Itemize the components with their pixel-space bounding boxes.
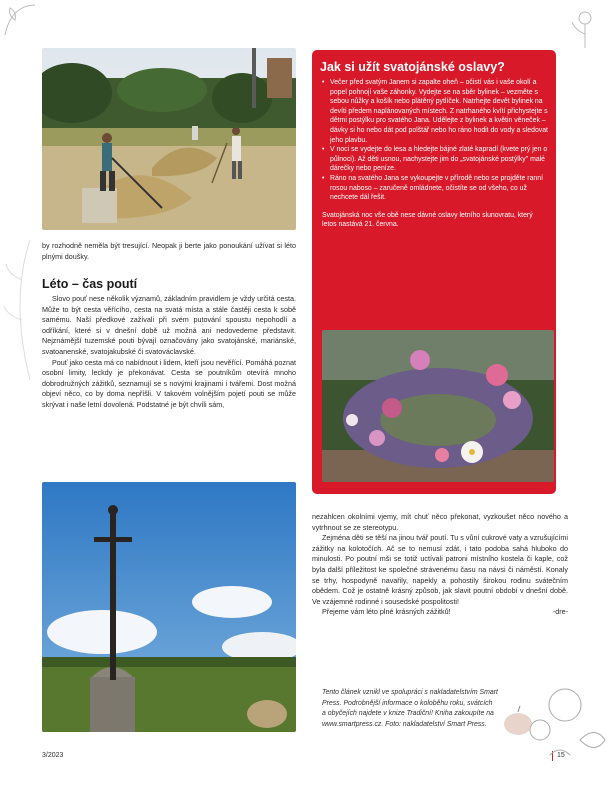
- continued-paragraph-1: nezahlcen okolními vjemy, mít chuť něco překonat, vyzkoušet něco nového a vytrhnout se ze stereotypu.: [312, 512, 568, 532]
- section-body: [42, 294, 296, 411]
- page-number: 15: [557, 752, 565, 759]
- box-item-text: Večer před svatým Janem si zapalte oheň – očistí vás i vaše okolí a popel pohnojí vaše záhonky. Vydejte se na sběr bylinek – vezměte s sebou nůžky a košík nebo plátěný pytlíček. Natrhejte devět bylinek na devíti předem naplánovaných místech. Z natrhaného kvítí přichystejte s dětmi postýlku pro svatého Jana. Udělejte z bylinek a květin věneček – dávky si ho nebo dát pod polštář nebo ho ráno hodit do vody a sledovat jeho plavbu.: [330, 79, 548, 144]
- branch-doodle-icon: [0, 240, 40, 380]
- stone-cross-photo: [42, 482, 296, 732]
- credits: Tento článek vznikl ve spolupráci s nakladatelstvím Smart Press. Podrobnější informace o koloběhu roku, svátcích a obyčejích najdete v knize Tradiční! Kniha zakoupíte na www.smartpress.cz. Foto: nakladatelství Smart Press.: [322, 689, 498, 728]
- box-footer: Svatojánská noc vše obě nese dávné oslavy letního slunovratu, který letos nastává 21. června.: [322, 211, 533, 229]
- box-item: • Ráno na svatého Jana se vykoupejte v přírodě nebo se projděte ranní rosou naboso – zaručeně omládnete, očistíte se od všeho, co už nechcete dál řešit.: [322, 174, 548, 203]
- wreath-photo: [322, 330, 554, 482]
- issue-number: 3/2023: [42, 752, 64, 759]
- box-item-text: V noci se vydejte do lesa a hledejte bájné zlaté kapradí (kvete prý jen o půlnoci). Až děti usnou, nachystejte jim do „svatojánské postýlky" malé dárečky nebo peníze.: [330, 146, 548, 173]
- stone-cross-image: [42, 482, 296, 732]
- box-item-text: Ráno na svatého Jana se vykoupejte v přírodě nebo se projděte ranní rosou naboso – zaručeně omládnete, očistíte se od všeho, co už nechcete dál řešit.: [330, 174, 543, 202]
- flower-wreath-image: [322, 330, 554, 482]
- flower-doodle-icon: [560, 0, 610, 50]
- red-tips-box: [312, 50, 556, 494]
- hay-field-photo: [42, 48, 296, 230]
- continued-body: [312, 512, 568, 618]
- box-title: Jak si užít svatojánské oslavy?: [320, 60, 505, 74]
- closing-line: [312, 607, 568, 618]
- box-item: • V noci se vydejte do lesa a hledejte bájné zlaté kapradí (kvete prý jen o půlnoci). Až děti usnou, nachystejte jim do „svatojánské postýlky" malé dárečky nebo peníze.: [322, 146, 548, 173]
- pumpkin-doodle-icon: [498, 700, 538, 740]
- section-paragraph-2: Pouť jako cesta má co nabídnout i lidem, kteří jsou nevěřící. Pomáhá poznat osobní limity, leckdy je překonávat. Cesta se poutníkům otevírá mnoho dobrodružných zážitků, seznamují se s novými krajinami i tvářemi. Dost možná objeví něco, co by doma nepříšli. V takovém volnějším pojetí pouti se může skrývat i naše letní dovolená. Podstatné je být chvíli sám,: [42, 357, 296, 409]
- left-top-text: by rozhodně neměla být tresující. Neopak ji berte jako ponoukání užívat si léto plnými doušky.: [42, 241, 296, 261]
- leaf-doodle-icon: [0, 0, 40, 40]
- section-title: Léto – čas poutí: [42, 277, 138, 291]
- closing-wish: Přejeme vám léto plné krásných zážitků!: [322, 607, 451, 617]
- continued-paragraph-2: Zejména děti se těší na jinou tvář poutí. Tu s vůní cukrové vaty a vzrušujícími zážitky na kolotočích. Ač se to nemusí zdát, i tato podoba sahá hluboko do minulosti. Po poutní mši se totiž uctívali patroni místního kostela či kaple, což byla další příležitost ke společné strávenému času na návsi či náměstí. Konaly se trhy, hospodyně navařily, napekly a pohostily širokou rodinu svátečním obědem. Což je ostatně krásný způsob, jak slavit poutní období v dnešní době. Ve vzájemné rodinné i sousedské pospolitosti!: [312, 533, 568, 606]
- hay-field-image: [42, 48, 296, 230]
- box-item: • Večer před svatým Janem si zapalte oheň – očistí vás i vaše okolí a popel pohnojí vaše záhonky. Vydejte se na sběr bylinek – vezměte s sebou nůžky a košík nebo plátěný pytlíček. Natrhejte devět bylinek na devíti předem naplánovaných místech. Z natrhaného kvítí přichystejte s dětmi postýlku pro svatého Jana. Udělejte z bylinek a květin věneček – dávky si ho nebo dát pod polštář nebo ho ráno hodit do vody a sledovat jeho plavbu.: [322, 79, 548, 144]
- section-paragraph-1: Slovo pouť nese několik významů, základním pravidlem je vždy určitá cesta. Může to být cesta věřícího, cesta na svatá místa a stále častěji cesta k sobě samému. Naší předkové zažívali při svém putování spoustu nepohodlí a odříkání, které si v dnešní době už možná ani nedovedeme představit. Nejznámější tuzemské pouti bývají označovány jako svatojánské, mariánské, svatoanenské, svatojakubské či svatováclavské.: [42, 294, 296, 356]
- signature: -dre-: [552, 607, 568, 617]
